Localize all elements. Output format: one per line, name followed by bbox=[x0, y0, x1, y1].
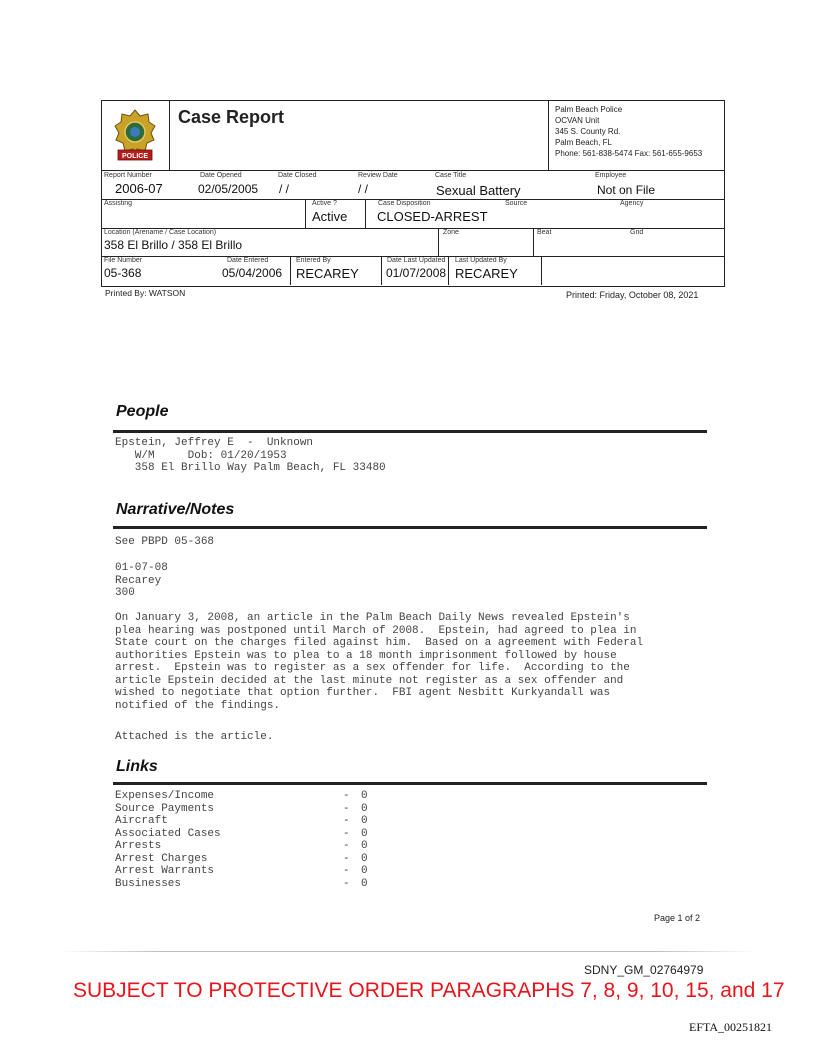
date-opened-value: 02/05/2005 bbox=[198, 182, 259, 196]
entered-by-value: RECAREY bbox=[296, 266, 359, 281]
case-disposition-value: CLOSED-ARREST bbox=[377, 209, 488, 224]
link-row-arrest-charges bbox=[115, 852, 368, 866]
link-name: Source Payments bbox=[115, 802, 215, 815]
date-entered-value: 05/04/2006 bbox=[222, 266, 283, 280]
narrative-body-line: State court on the charges filed against him. Based on a agreement with Federal bbox=[115, 637, 644, 649]
link-count: 0 bbox=[361, 802, 368, 815]
page-number: Page 1 of 2 bbox=[654, 913, 701, 923]
location-value: 358 El Brillo / 358 El Brillo bbox=[104, 238, 243, 252]
link-name: Expenses/Income bbox=[115, 790, 215, 802]
link-row-arrests bbox=[115, 840, 368, 853]
case-report-title: Case Report bbox=[178, 107, 285, 127]
agency-name: Palm Beach Police bbox=[555, 105, 623, 114]
link-separator: - bbox=[343, 790, 350, 802]
link-row-expenses-income bbox=[115, 790, 368, 803]
link-separator: - bbox=[343, 815, 350, 827]
link-count: 0 bbox=[361, 852, 368, 865]
assisting-label: Assisting bbox=[104, 200, 133, 207]
narrative-reference: See PBPD 05-368 bbox=[115, 536, 215, 548]
narrative-section-title: Narrative/Notes bbox=[116, 501, 235, 518]
agency-unit: OCVAN Unit bbox=[555, 116, 600, 125]
agency-address-block bbox=[555, 104, 702, 159]
section-rule bbox=[113, 782, 707, 785]
link-row-businesses bbox=[115, 877, 368, 891]
police-badge-logo bbox=[113, 108, 157, 162]
bates-number: SDNY_GM_02764979 bbox=[584, 963, 704, 977]
link-separator: - bbox=[343, 852, 350, 865]
cell-divider bbox=[365, 199, 366, 228]
review-date-label: Review Date bbox=[358, 172, 398, 179]
active-label: Active ? bbox=[312, 200, 337, 207]
employee-label: Employee bbox=[595, 172, 627, 179]
location-label: Location (Arename / Case Location) bbox=[104, 229, 217, 236]
printed-date: Printed: Friday, October 08, 2021 bbox=[566, 290, 699, 300]
badge-text: POLICE bbox=[121, 153, 149, 160]
narrative-body-line: notified of the findings. bbox=[115, 699, 281, 712]
link-name: Arrests bbox=[115, 840, 162, 852]
beat-label: Beat bbox=[537, 229, 552, 236]
link-name: Businesses bbox=[115, 877, 182, 890]
case-title-value: Sexual Battery bbox=[436, 183, 521, 198]
narrative-body-line: arrest. Epstein was to register as a sex offender for life. According to the bbox=[115, 662, 630, 674]
cell-divider bbox=[533, 228, 534, 256]
link-count: 0 bbox=[361, 877, 368, 890]
people-entry bbox=[115, 437, 386, 475]
link-separator: - bbox=[343, 877, 350, 890]
last-updated-by-value: RECAREY bbox=[455, 266, 518, 281]
report-number-label: Report Number bbox=[104, 172, 152, 179]
narrative-body-line: On January 3, 2008, an article in the Palm Beach Daily News revealed Epstein's bbox=[115, 612, 630, 624]
link-name: Associated Cases bbox=[115, 827, 221, 840]
file-number-label: File Number bbox=[104, 257, 143, 264]
date-entered-label: Date Entered bbox=[227, 257, 269, 264]
link-count: 0 bbox=[361, 840, 368, 852]
narrative-code: 300 bbox=[115, 587, 135, 599]
person-name-line: Epstein, Jeffrey E - Unknown bbox=[115, 437, 314, 449]
cell-divider bbox=[381, 256, 382, 285]
people-section-title: People bbox=[116, 403, 169, 420]
date-opened-label: Date Opened bbox=[200, 172, 242, 179]
source-label: Source bbox=[505, 200, 528, 207]
cell-divider bbox=[305, 199, 306, 228]
cell-divider bbox=[448, 256, 449, 285]
cell-divider bbox=[290, 256, 291, 285]
agency-label: Agency bbox=[620, 200, 644, 207]
narrative-body-line: article Epstein decided at the last minute not register as a sex offender and bbox=[115, 674, 624, 687]
narrative-body bbox=[115, 612, 643, 712]
link-count: 0 bbox=[361, 865, 368, 877]
cell-divider bbox=[438, 228, 439, 256]
header-divider bbox=[548, 100, 549, 170]
link-row-aircraft bbox=[115, 815, 368, 828]
link-name: Arrest Charges bbox=[115, 852, 208, 865]
links-section-title: Links bbox=[116, 758, 158, 775]
case-disposition-label: Case Disposition bbox=[378, 200, 431, 207]
narrative-body-line: wished to negotiate that option further. FBI agent Nesbitt Kurkyandall was bbox=[115, 687, 611, 699]
case-title-label: Case Title bbox=[435, 172, 467, 179]
link-separator: - bbox=[343, 827, 350, 840]
link-separator: - bbox=[343, 840, 350, 852]
link-count: 0 bbox=[361, 827, 368, 840]
active-value: Active bbox=[312, 209, 348, 224]
review-date-value: / / bbox=[358, 182, 369, 196]
person-address-line: 358 El Brillo Way Palm Beach, FL 33480 bbox=[115, 462, 386, 474]
link-row-arrest-warrants bbox=[115, 865, 368, 878]
links-list bbox=[115, 790, 368, 890]
protective-order-notice: SUBJECT TO PROTECTIVE ORDER PARAGRAPHS 7, 8, 9, 10, 15, and 17 bbox=[73, 979, 785, 1002]
agency-street: 345 S. County Rd. bbox=[555, 127, 621, 136]
narrative-author: Recarey bbox=[115, 574, 162, 587]
last-updated-by-label: Last Updated By bbox=[455, 257, 507, 264]
date-closed-value: / / bbox=[279, 182, 290, 196]
printed-by: Printed By: WATSON bbox=[105, 288, 186, 298]
date-closed-label: Date Closed bbox=[278, 172, 317, 179]
zone-label: Zone bbox=[443, 229, 459, 236]
link-name: Arrest Warrants bbox=[115, 865, 215, 877]
header-divider bbox=[169, 100, 170, 170]
report-number-value: 2006-07 bbox=[115, 181, 163, 196]
footer-rule bbox=[58, 951, 758, 952]
person-dob-line: W/M Dob: 01/20/1953 bbox=[115, 449, 287, 462]
link-row-associated-cases bbox=[115, 827, 368, 841]
agency-phone-fax: Phone: 561-838-5474 Fax: 561-655-9653 bbox=[555, 149, 703, 158]
narrative-body-line: plea hearing was postponed until March of 2008. Epstein, had agreed to plea in bbox=[115, 624, 637, 637]
link-name: Aircraft bbox=[115, 815, 168, 827]
narrative-body-line: authorities Epstein was to plea to a 18 month imprisonment followed by house bbox=[115, 649, 617, 662]
section-rule bbox=[113, 526, 707, 529]
grid-label: Grid bbox=[630, 229, 644, 236]
date-last-updated-label: Date Last Updated bbox=[387, 257, 446, 264]
link-separator: - bbox=[343, 802, 350, 815]
narrative-date: 01-07-08 bbox=[115, 562, 168, 574]
file-number-value: 05-368 bbox=[104, 266, 142, 280]
entered-by-label: Entered By bbox=[296, 257, 331, 264]
date-last-updated-value: 01/07/2008 bbox=[386, 266, 447, 280]
narrative-attached-note: Attached is the article. bbox=[115, 731, 274, 743]
agency-city: Palm Beach, FL bbox=[555, 138, 612, 147]
employee-value: Not on File bbox=[597, 183, 656, 197]
link-row-source-payments bbox=[115, 802, 368, 816]
link-count: 0 bbox=[361, 790, 368, 802]
narrative-meta bbox=[115, 562, 168, 600]
efta-number: EFTA_00251821 bbox=[689, 1020, 773, 1034]
link-count: 0 bbox=[361, 815, 368, 827]
section-rule bbox=[113, 430, 707, 433]
cell-divider bbox=[541, 256, 542, 285]
link-separator: - bbox=[343, 865, 350, 877]
